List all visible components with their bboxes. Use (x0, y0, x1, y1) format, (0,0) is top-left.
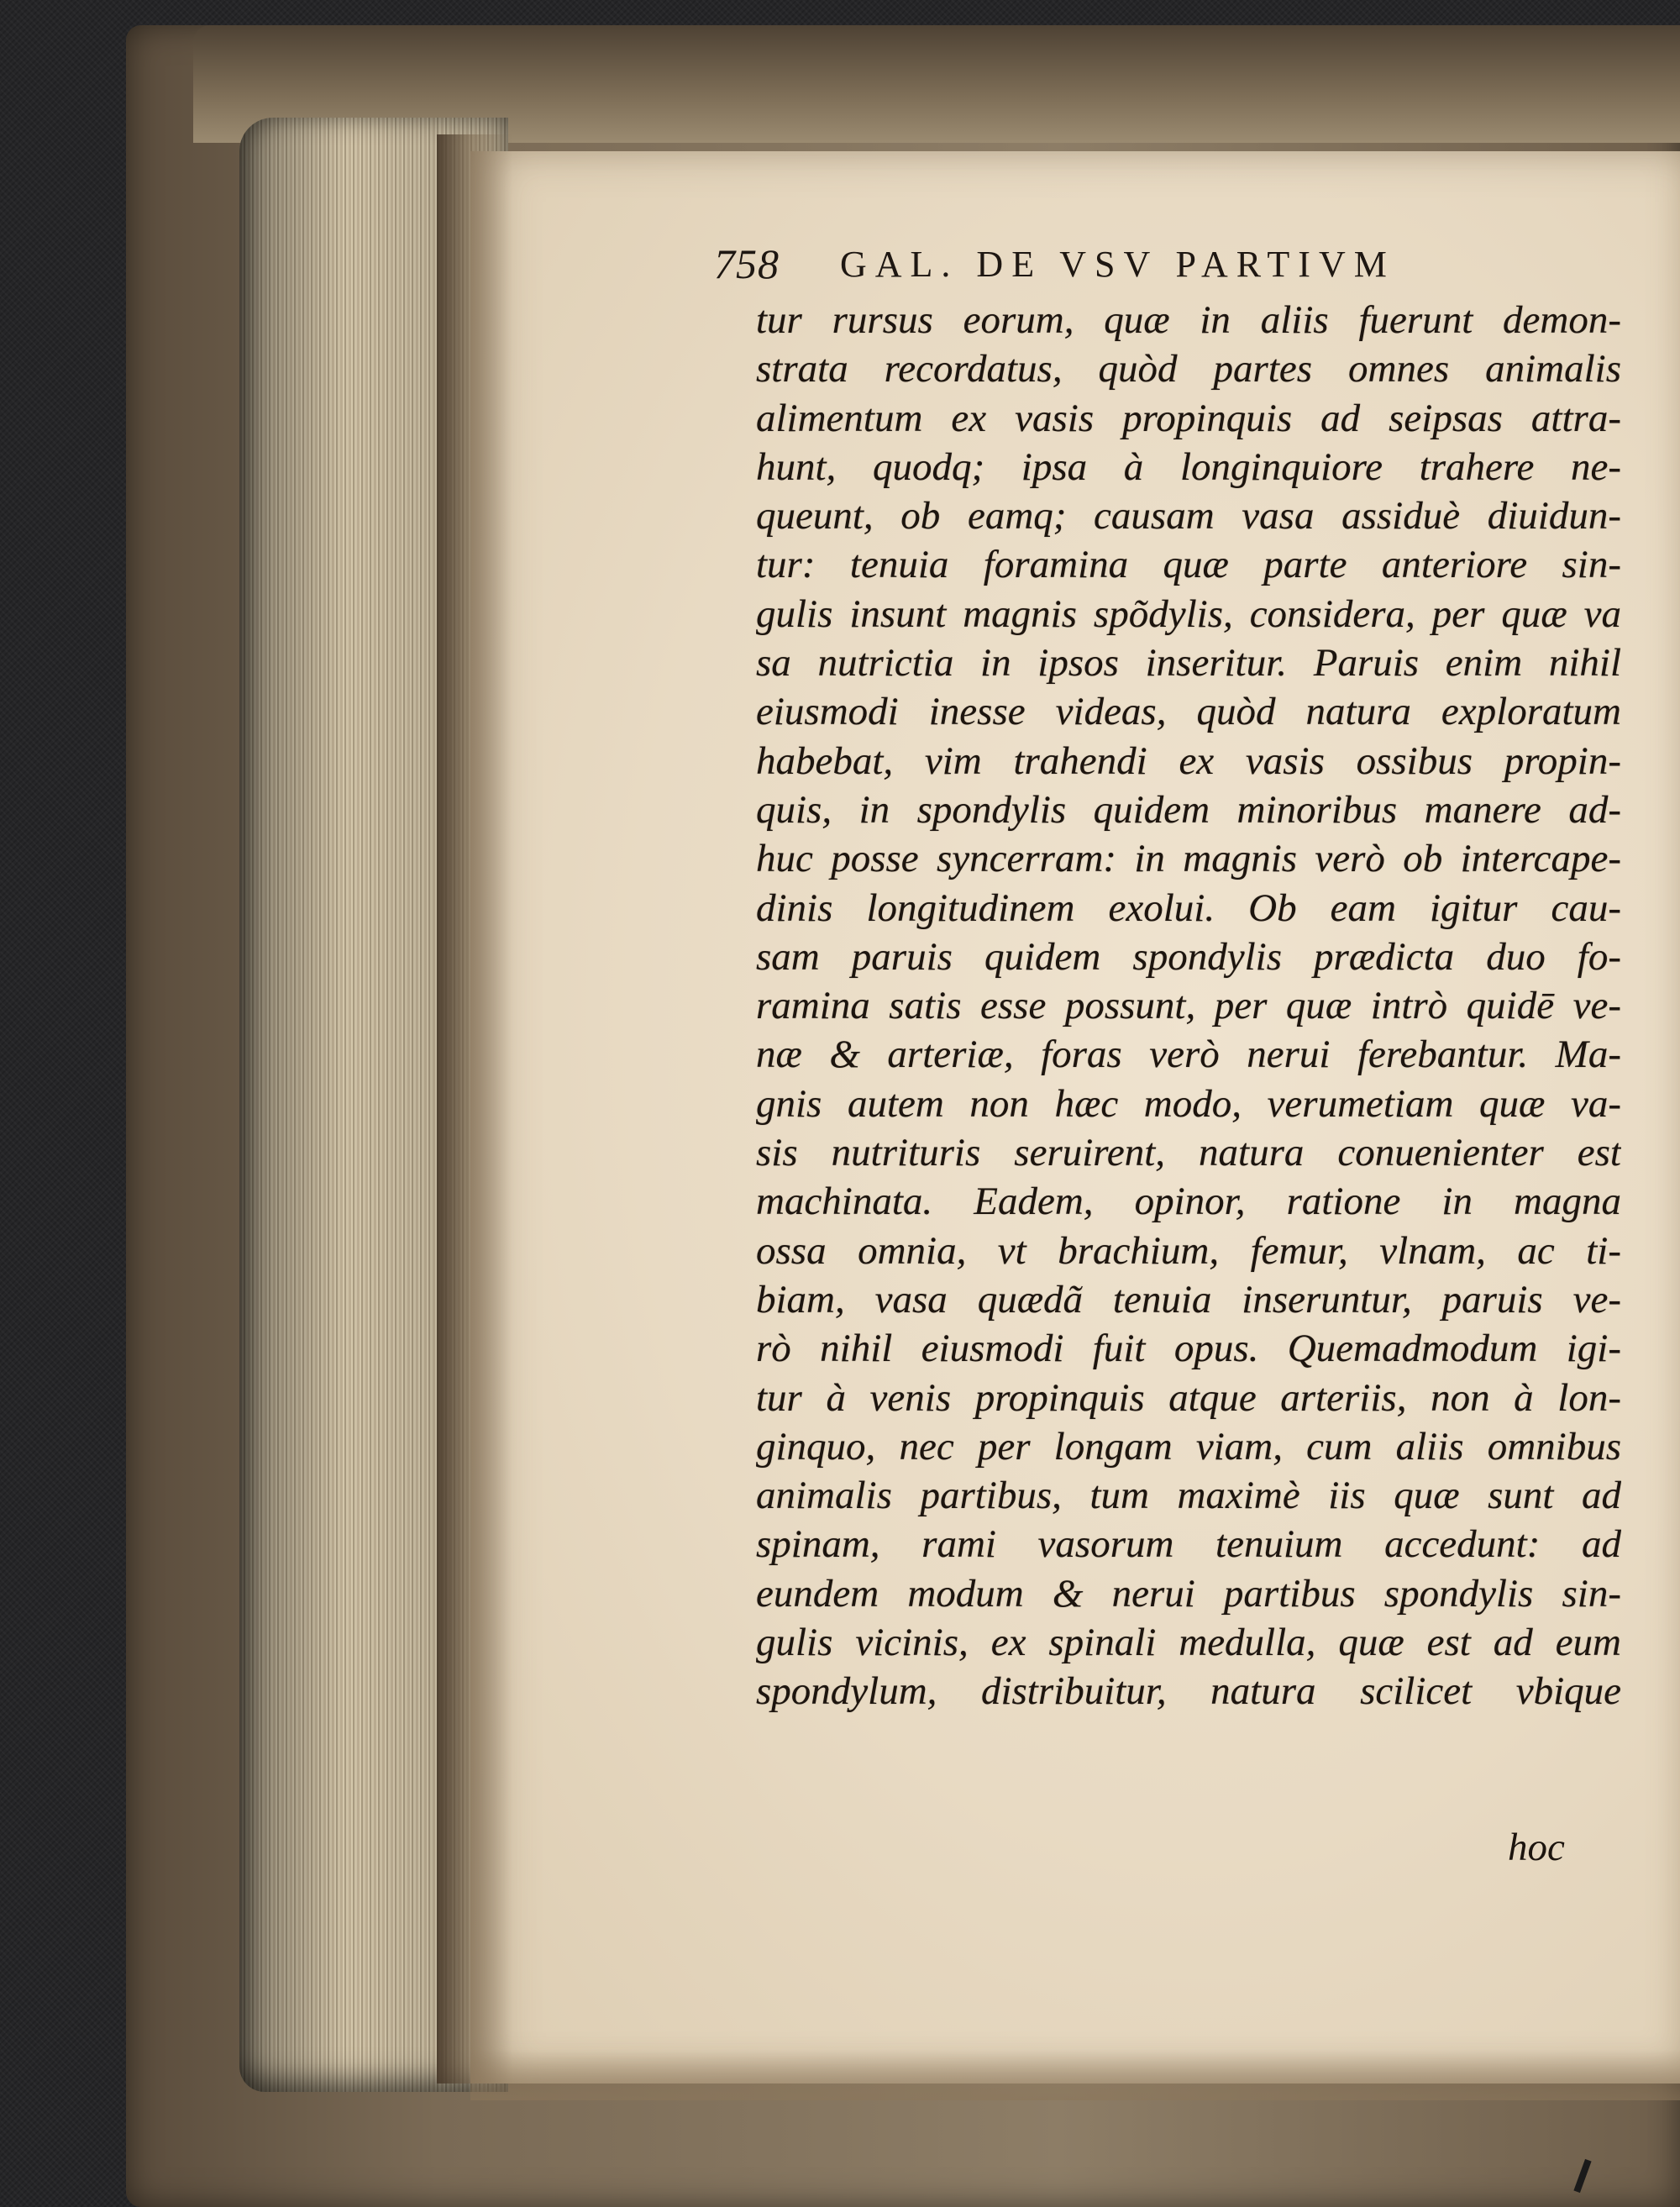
text-line: gulis vicinis, ex spinali medulla, quæ est ad eum (756, 1621, 1621, 1665)
text-line: dinis longitudinem exolui. Ob eam igitur cau- (756, 885, 1621, 930)
text-line: animalis partibus, tum maximè iis quæ sunt ad (756, 1474, 1621, 1518)
text-line: sam paruis quidem spondylis prædicta duo fo- (756, 934, 1621, 979)
text-line: sa nutrictia in ipsos inseritur. Paruis enim nihil (756, 641, 1621, 686)
text-line: eiusmodi inesse videas, quòd natura exploratum (756, 690, 1621, 734)
text-line: spondylum, distribuitur, natura scilicet vbique (756, 1669, 1621, 1714)
page-number: 758 (714, 240, 780, 287)
text-line: ginquo, nec per longam viam, cum aliis omnibus (756, 1424, 1621, 1469)
text-line: ossa omnia, vt brachium, femur, vlnam, ac ti- (756, 1228, 1621, 1273)
text-line: eundem modum & nerui partibus spondylis sin- (756, 1571, 1621, 1616)
page-gutter-shadow (437, 134, 512, 2084)
text-line: sis nutrituris seruirent, natura conuenienter est (756, 1131, 1621, 1175)
text-line: quis, in spondylis quidem minoribus manere ad- (756, 787, 1621, 832)
text-line: rò nihil eiusmodi fuit opus. Quemadmodum igi- (756, 1327, 1621, 1371)
body-text (756, 296, 1621, 1716)
running-head: GAL. DE VSV PARTIVM (840, 244, 1395, 285)
text-line: alimentum ex vasis propinquis ad seipsas attra- (756, 396, 1621, 440)
text-line: biam, vasa quædã tenuia inseruntur, paruis ve- (756, 1277, 1621, 1322)
text-line: huc posse syncerram: in magnis verò ob intercape- (756, 837, 1621, 881)
text-line: gnis autem non hæc modo, verumetiam quæ va- (756, 1081, 1621, 1126)
text-line: habebat, vim trahendi ex vasis ossibus propin- (756, 738, 1621, 783)
text-line: tur à venis propinquis atque arteriis, non à lon- (756, 1375, 1621, 1420)
catchword: hoc (1508, 1826, 1565, 1869)
text-line: strata recordatus, quòd partes omnes animalis (756, 347, 1621, 391)
text-line: næ & arteriæ, foras verò nerui ferebantur. Ma- (756, 1033, 1621, 1077)
text-line: hunt, quodq; ipsa à longinquiore trahere ne- (756, 444, 1621, 489)
text-line: tur: tenuia foramina quæ parte anteriore sin- (756, 543, 1621, 587)
text-line: gulis insunt magnis spõdylis, considera, per quæ va (756, 591, 1621, 636)
page-bottom-shade (470, 2050, 1680, 2100)
text-line: spinam, rami vasorum tenuium accedunt: ad (756, 1522, 1621, 1567)
text-line: tur rursus eorum, quæ in aliis fuerunt demon- (756, 298, 1621, 342)
text-line: machinata. Eadem, opinor, ratione in magna (756, 1180, 1621, 1224)
text-line: queunt, ob eamq; causam vasa assiduè diuidun- (756, 494, 1621, 539)
text-line: ramina satis esse possunt, per quæ intrò quidē ve- (756, 984, 1621, 1028)
